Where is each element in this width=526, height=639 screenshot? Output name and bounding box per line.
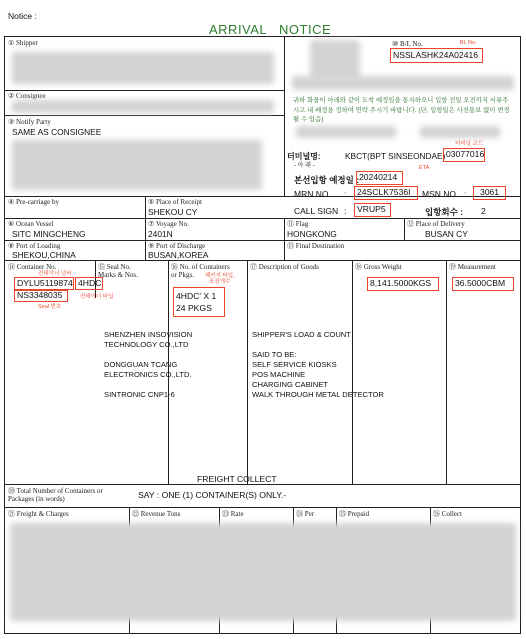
bl-number-value: NSSLASHK24A02416 — [390, 48, 483, 63]
container-number: DYLU5119874 — [14, 277, 74, 290]
callsign-colon: : — [344, 206, 347, 216]
msn-label: MSN NO — [422, 189, 456, 199]
notify-redacted — [12, 140, 262, 190]
terminal-code-value: 03077016 — [443, 148, 485, 162]
voyage-label: ⑦ Voyage No. — [148, 220, 189, 228]
shipper-marks: SHENZHEN INSOVISION TECHNOLOGY CO.,LTD DONGGUAN TCANG ELECTRONICS CO.,LTD. SINTRONIC CNP1-6 — [104, 330, 193, 399]
seal-number: NS3348035 — [14, 290, 68, 302]
terminal-code-annotation: 터미널 코드 — [455, 141, 484, 147]
carrier-name-redacted — [292, 76, 514, 90]
discharge-port-value: BUSAN,KOREA — [148, 250, 209, 260]
voyage-count-label: 입항회수 : — [425, 207, 464, 217]
voyage-count-value: 2 — [481, 206, 486, 216]
vessel-label: ⑥ Ocean Vessel — [8, 220, 54, 228]
delivery-value: BUSAN CY — [425, 229, 468, 239]
notify-party-value: SAME AS CONSIGNEE — [12, 127, 102, 137]
freight-collect: FREIGHT COLLECT — [197, 474, 277, 484]
no-of-pkgs-label: ⑯ No. of Containers or Pkgs. — [171, 263, 230, 279]
revenue-tons-label: ㉒ Revenue Tons — [132, 510, 181, 518]
consignee-label: ② Consignee — [8, 92, 46, 100]
vessel-value: SITC MINGCHENG — [12, 229, 86, 239]
msn-colon: : — [464, 189, 467, 199]
eta-annotation: ETA — [419, 165, 430, 171]
container-number-annotation: 컨테이너 넘버 — [38, 271, 72, 277]
shipper-redacted — [12, 52, 274, 84]
eta-value: 20240214 — [356, 171, 403, 185]
bl-number-label: ⑩ B/L No. — [392, 40, 423, 48]
arrival-notice-statement: 귀하 화물이 아래와 같이 도착 예정임을 통지하오니 입항 전일 오전까지 서류주시고 내 배정을 정하여 연락 주시기 바랍니다. (단, 입항일은 사전통보 없이 변경될 수 있음) — [293, 97, 510, 123]
bl-number-annotation: BL No. — [460, 40, 477, 46]
loading-port-label: ⑧ Port of Loading — [8, 242, 61, 250]
msn-value: 3061 — [473, 186, 506, 200]
mrn-colon: : — [344, 189, 347, 199]
prepaid-label: ㉕ Prepaid — [339, 510, 370, 518]
charges-redacted — [10, 523, 516, 621]
notify-party-label: ③ Notify Party — [8, 118, 51, 126]
notice-label: Notice : — [8, 11, 37, 21]
rate-label: ㉓ Rate — [222, 510, 244, 518]
container-type-annotation: 컨테이너 타입 — [80, 294, 114, 300]
seal-annotation: Seal 번호 — [38, 304, 62, 310]
precarriage-label: ④ Pre-carriage by — [8, 198, 59, 206]
mrn-value: 24SCLK7536I — [354, 186, 418, 200]
contact-redacted — [296, 126, 396, 138]
seal-no-label: ⑮ Seal No. Marks & Nos. — [98, 263, 138, 279]
eta-label: 본선입항 예정일 : — [294, 175, 360, 185]
mrn-label: MRN NO — [294, 189, 329, 199]
total-packages-value: SAY : ONE (1) CONTAINER(S) ONLY.- — [138, 490, 287, 500]
package-count: 4HDC' X 1 24 PKGS — [173, 287, 225, 317]
measurement-value: 36.5000CBM — [452, 277, 514, 291]
measurement-label: ⑲ Measurement — [449, 263, 496, 271]
gross-weight-label: ⑱ Gross Weight — [355, 263, 402, 271]
freight-charges-label: ㉑ Freight & Charges — [8, 510, 69, 518]
description-label: ⑰ Description of Goods — [250, 263, 320, 271]
terminal-subtitle: - 아 래 - — [294, 163, 315, 169]
gross-weight-value: 8,141.5000KGS — [367, 277, 439, 291]
flag-value: HONGKONG — [287, 229, 337, 239]
shipper-label: ① Shipper — [8, 39, 38, 47]
total-packages-label: ⑳ Total Number of Containers or Packages (in words) — [8, 487, 103, 503]
carrier-logo-redacted — [310, 40, 360, 80]
discharge-port-label: ⑨ Port of Discharge — [148, 242, 206, 250]
goods-description: SHIPPER'S LOAD & COUNT SAID TO BE: SELF SERVICE KIOSKS POS MACHINE CHARGING CABINET WALK THROUGH METAL DETECTOR — [252, 330, 384, 399]
package-annotation: 패키지 타입, 포장개수 — [205, 273, 235, 285]
receipt-value: SHEKOU CY — [148, 207, 198, 217]
container-type: 4HDC — [75, 277, 103, 290]
callsign-value: VRUP5 — [354, 203, 391, 217]
terminal-name: KBCT(BPT SINSEONDAE) — [345, 151, 446, 161]
loading-port-value: SHEKOU,CHINA — [12, 250, 76, 260]
collect-label: ㉖ Collect — [433, 510, 462, 518]
final-destination-label: ⑬ Final Destination — [287, 242, 345, 250]
delivery-label: ⑫ Place of Delivery — [407, 220, 465, 228]
flag-label: ⑪ Flag — [287, 220, 309, 228]
callsign-label: CALL SIGN — [294, 206, 339, 216]
receipt-label: ⑤ Place of Receipt — [148, 198, 202, 206]
contact-redacted-2 — [420, 126, 500, 138]
document-title: ARRIVAL NOTICE — [209, 22, 332, 37]
terminal-label: 터미널명: — [287, 152, 321, 161]
per-label: ㉔ Per — [296, 510, 315, 518]
container-no-label: ⑭ Container No. — [8, 263, 57, 271]
consignee-redacted — [12, 100, 274, 113]
voyage-value: 2401N — [148, 229, 173, 239]
